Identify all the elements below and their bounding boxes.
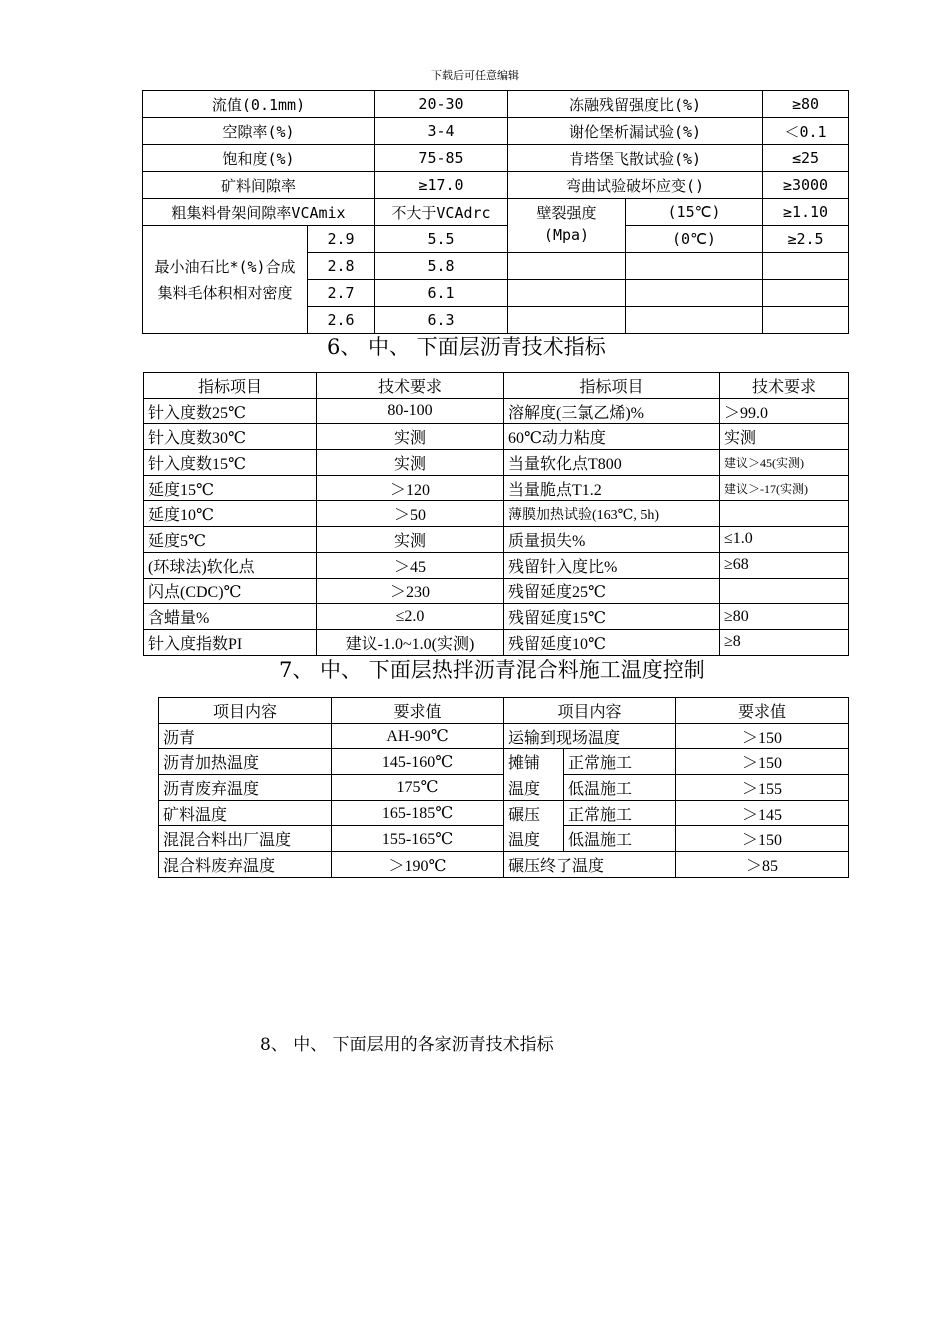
- cell: 低温施工: [564, 775, 676, 801]
- table-row: [159, 826, 849, 852]
- cell: 175℃: [332, 775, 504, 801]
- cell: 沥青废弃温度: [159, 775, 332, 801]
- cell: 碾压终了温度: [504, 852, 676, 878]
- cell: [763, 307, 849, 334]
- cell: 谢伦堡析漏试验(%): [508, 118, 763, 145]
- cell: ＞50: [317, 501, 504, 527]
- table-row: [143, 91, 849, 118]
- table-row: [144, 629, 849, 655]
- cell: 建议＞-17(实测): [720, 475, 849, 501]
- header-note: 下载后可任意编辑: [431, 69, 519, 82]
- cell: 实测: [720, 424, 849, 450]
- cell: 低温施工: [564, 826, 676, 852]
- cell: ＞150: [676, 826, 849, 852]
- cell: 80-100: [317, 398, 504, 424]
- cell: 质量损失%: [504, 527, 720, 553]
- cell: [626, 307, 763, 334]
- asphalt-spec-table: [143, 372, 849, 656]
- column-header: 指标项目: [144, 373, 317, 399]
- cell: 建议＞45(实测): [720, 450, 849, 476]
- cell: [626, 253, 763, 280]
- cell: 当量软化点T800: [504, 450, 720, 476]
- cell: ≤1.0: [720, 527, 849, 553]
- cell: 5.8: [375, 253, 508, 280]
- cell: ＜0.1: [763, 118, 849, 145]
- cell: 不大于VCAdrc: [375, 199, 508, 226]
- cell: 20-30: [375, 91, 508, 118]
- table-row: [159, 775, 849, 801]
- column-header: 技术要求: [720, 373, 849, 399]
- cell: 正常施工: [564, 749, 676, 775]
- section-6-title: 6、 中、 下面层沥青技术指标: [327, 335, 606, 359]
- table-row: [144, 475, 849, 501]
- cell: [508, 280, 626, 307]
- cell: [720, 501, 849, 527]
- cell: 碾压: [504, 800, 564, 826]
- mix-spec-table: [142, 90, 849, 334]
- cell: 壁裂强度: [508, 199, 626, 226]
- table-row: [143, 145, 849, 172]
- table-row: [144, 552, 849, 578]
- cell: 3-4: [375, 118, 508, 145]
- cell: ＞150: [676, 749, 849, 775]
- cell: 空隙率(%): [143, 118, 375, 145]
- cell: 延度5℃: [144, 527, 317, 553]
- cell: [720, 578, 849, 604]
- cell: 摊铺: [504, 749, 564, 775]
- cell: ＞150: [676, 723, 849, 749]
- cell: 建议-1.0~1.0(实测): [317, 629, 504, 655]
- cell: ≥2.5: [763, 226, 849, 253]
- cell: 温度: [504, 775, 564, 801]
- cell: 矿料间隙率: [143, 172, 375, 199]
- cell: [763, 253, 849, 280]
- column-header: 技术要求: [317, 373, 504, 399]
- cell: 2.9: [308, 226, 375, 253]
- column-header: 要求值: [332, 698, 504, 724]
- cell: ≥68: [720, 552, 849, 578]
- cell: (环球法)软化点: [144, 552, 317, 578]
- cell: [508, 307, 626, 334]
- cell: ＞99.0: [720, 398, 849, 424]
- cell: (0℃): [626, 226, 763, 253]
- cell: 矿料温度: [159, 800, 332, 826]
- cell: (Mpa): [508, 226, 626, 253]
- cell: ＞190℃: [332, 852, 504, 878]
- cell: 溶解度(三氯乙烯)%: [504, 398, 720, 424]
- cell: ＞230: [317, 578, 504, 604]
- cell: 正常施工: [564, 800, 676, 826]
- cell: 薄膜加热试验(163℃, 5h): [504, 501, 720, 527]
- cell: 沥青加热温度: [159, 749, 332, 775]
- cell: 冻融残留强度比(%): [508, 91, 763, 118]
- cell: ≤25: [763, 145, 849, 172]
- table-row: [159, 800, 849, 826]
- cell: 运输到现场温度: [504, 723, 676, 749]
- cell: 弯曲试验破坏应变(): [508, 172, 763, 199]
- cell: ≥17.0: [375, 172, 508, 199]
- table-row: [144, 527, 849, 553]
- cell: 含蜡量%: [144, 604, 317, 630]
- cell: 针入度数30℃: [144, 424, 317, 450]
- cell: 2.7: [308, 280, 375, 307]
- cell: 流值(0.1mm): [143, 91, 375, 118]
- cell: 2.8: [308, 253, 375, 280]
- cell: ＞45: [317, 552, 504, 578]
- table-row: [144, 604, 849, 630]
- cell: 延度10℃: [144, 501, 317, 527]
- table-row: [159, 749, 849, 775]
- column-header: 项目内容: [504, 698, 676, 724]
- cell: ≤2.0: [317, 604, 504, 630]
- cell: 针入度数15℃: [144, 450, 317, 476]
- cell: 6.3: [375, 307, 508, 334]
- cell: ＞85: [676, 852, 849, 878]
- table-header-row: [144, 373, 849, 399]
- cell: [763, 280, 849, 307]
- temperature-control-table: [158, 697, 849, 878]
- table-row: [144, 501, 849, 527]
- cell: 混合料废弃温度: [159, 852, 332, 878]
- table-row: [159, 852, 849, 878]
- cell: 6.1: [375, 280, 508, 307]
- oil-ratio-label: 最小油石比*(%)合成集料毛体积相对密度: [143, 226, 308, 334]
- table-row: [144, 578, 849, 604]
- cell: 残留延度10℃: [504, 629, 720, 655]
- table-row: [144, 398, 849, 424]
- table-header-row: [159, 698, 849, 724]
- cell: 粗集料骨架间隙率VCAmix: [143, 199, 375, 226]
- cell: [626, 280, 763, 307]
- cell: ≥80: [763, 91, 849, 118]
- cell: 闪点(CDC)℃: [144, 578, 317, 604]
- cell: ≥1.10: [763, 199, 849, 226]
- cell: 残留延度15℃: [504, 604, 720, 630]
- cell: 145-160℃: [332, 749, 504, 775]
- cell: 饱和度(%): [143, 145, 375, 172]
- cell: 实测: [317, 424, 504, 450]
- cell: 60℃动力粘度: [504, 424, 720, 450]
- table-row: [144, 424, 849, 450]
- cell: 165-185℃: [332, 800, 504, 826]
- cell: 肯塔堡飞散试验(%): [508, 145, 763, 172]
- cell: 温度: [504, 826, 564, 852]
- cell: ≥3000: [763, 172, 849, 199]
- table-row: [143, 199, 849, 226]
- section-8-title: 8、 中、 下面层用的各家沥青技术指标: [260, 1035, 554, 1055]
- cell: AH-90℃: [332, 723, 504, 749]
- table-row: [144, 450, 849, 476]
- cell: ≥8: [720, 629, 849, 655]
- cell: 5.5: [375, 226, 508, 253]
- cell: 沥青: [159, 723, 332, 749]
- cell: 残留延度25℃: [504, 578, 720, 604]
- cell: 155-165℃: [332, 826, 504, 852]
- cell: 当量脆点T1.2: [504, 475, 720, 501]
- cell: 针入度指数PI: [144, 629, 317, 655]
- table-row: [143, 172, 849, 199]
- cell: ＞145: [676, 800, 849, 826]
- cell: 延度15℃: [144, 475, 317, 501]
- cell: 75-85: [375, 145, 508, 172]
- cell: 混混合料出厂温度: [159, 826, 332, 852]
- cell: 实测: [317, 527, 504, 553]
- cell: 针入度数25℃: [144, 398, 317, 424]
- cell: 残留针入度比%: [504, 552, 720, 578]
- table-row: [143, 118, 849, 145]
- column-header: 项目内容: [159, 698, 332, 724]
- section-7-title: 7、 中、 下面层热拌沥青混合料施工温度控制: [279, 658, 705, 682]
- cell: ＞120: [317, 475, 504, 501]
- table-row: [159, 723, 849, 749]
- cell: ≥80: [720, 604, 849, 630]
- column-header: 指标项目: [504, 373, 720, 399]
- cell: [508, 253, 626, 280]
- column-header: 要求值: [676, 698, 849, 724]
- cell: 实测: [317, 450, 504, 476]
- cell: ＞155: [676, 775, 849, 801]
- cell: (15℃): [626, 199, 763, 226]
- table-row: [143, 226, 849, 253]
- cell: 2.6: [308, 307, 375, 334]
